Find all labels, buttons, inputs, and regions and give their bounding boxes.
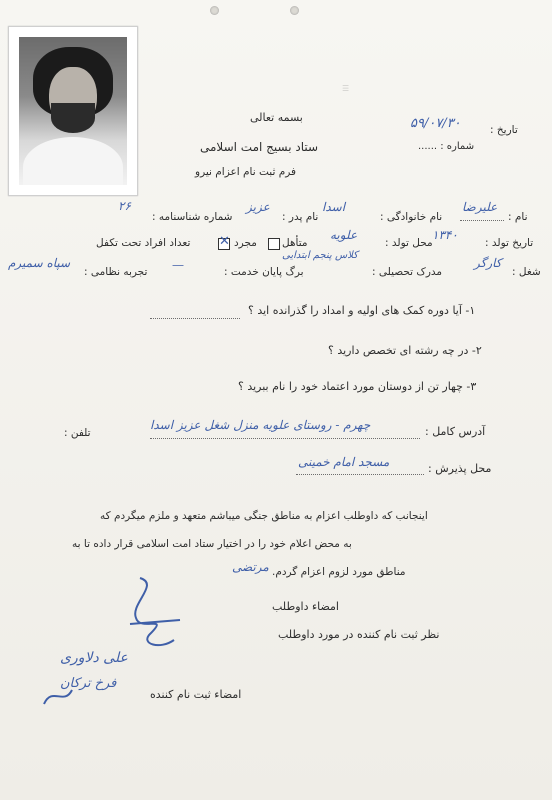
id-value: ۲۶ xyxy=(118,199,131,213)
birth-label: تاریخ تولد : xyxy=(485,237,534,249)
volunteer-signature-label: امضاء داوطلب xyxy=(272,600,339,613)
volunteer-signature xyxy=(110,574,190,654)
registrar-handwriting-1: علی دلاوری xyxy=(60,650,128,666)
form-title: فرم ثبت نام اعزام نیرو xyxy=(195,166,297,178)
name-value: عليرضا xyxy=(462,200,498,214)
declaration-line-2: به محض اعلام خود را در اختیار ستاد امت اسلامی قرار داده تا به xyxy=(72,538,352,550)
father-value: عزيز xyxy=(246,200,270,214)
applicant-photo xyxy=(8,26,138,196)
service-label: برگ پایان خدمت : xyxy=(224,266,304,278)
punch-hole xyxy=(210,6,219,15)
acceptance-value: مسجد امام خمینی xyxy=(298,455,390,469)
education-value: کلاس پنجم ابتدایی xyxy=(282,250,358,261)
service-value: — xyxy=(172,258,184,272)
dependents-label: تعداد افراد تحت تکفل xyxy=(96,237,191,249)
registrar-opinion-label: نظر ثبت نام کننده در مورد داوطلب xyxy=(278,628,440,641)
punch-hole xyxy=(290,6,299,15)
military-label: تجربه نظامی : xyxy=(84,266,148,278)
organization-name: ستاد بسیج امت اسلامی xyxy=(200,140,319,154)
job-label: شغل : xyxy=(512,266,541,278)
faint-stamp: ☰ xyxy=(342,84,350,93)
check-mark-icon: ✕ xyxy=(219,234,230,249)
phone-label: تلفن : xyxy=(64,427,91,439)
bismillah: بسمه تعالی xyxy=(250,111,303,124)
family-label: نام خانوادگی : xyxy=(380,211,443,223)
father-label: نام پدر : xyxy=(282,211,319,223)
question-3: ۳- چهار تن از دوستان مورد اعتماد خود را نام ببرید ؟ xyxy=(238,380,477,393)
military-value: سپاه سمیرم xyxy=(8,256,71,270)
declaration-line-1: اینجانب که داوطلب اعزام به مناطق جنگی میباشم متعهد و ملزم میگردم که xyxy=(100,510,428,522)
declaration-initials: مرتضی xyxy=(232,560,269,574)
date-label: تاریخ : xyxy=(490,124,518,136)
date-value: ۵۹/۰۷/۳۰ xyxy=(410,116,461,131)
birth-value: ۱۳۴۰ xyxy=(432,228,458,242)
family-value: اسدا xyxy=(322,200,346,214)
declaration-line-3: مناطق مورد لزوم اعزام گردم. xyxy=(272,566,406,578)
number-label: شماره : ...... xyxy=(418,141,475,152)
acceptance-label: محل پذیرش : xyxy=(428,462,492,475)
question-1: ۱- آیا دوره کمک های اولیه و امداد را گذرانده اید ؟ xyxy=(248,304,476,317)
single-checkbox[interactable] xyxy=(218,234,230,250)
registrar-handwriting-2: فرخ ترکان xyxy=(60,676,117,691)
registrar-signature xyxy=(40,676,80,712)
address-value: چهرم - روستای علويه منزل شغل عزيز اسدا xyxy=(150,418,371,432)
question-2: ۲- در چه رشته ای تخصص دارید ؟ xyxy=(328,344,482,357)
married-label: متأهل xyxy=(282,237,308,249)
education-label: مدرک تحصیلی : xyxy=(372,266,443,278)
job-value: کارگر xyxy=(474,256,502,270)
id-label: شماره شناسنامه : xyxy=(152,211,233,223)
single-label: مجرد xyxy=(234,237,257,249)
married-checkbox[interactable] xyxy=(268,238,280,250)
registrar-signature-label: امضاء ثبت نام کننده xyxy=(150,688,242,701)
name-label: نام : xyxy=(508,211,528,223)
birthplace-value: علويه xyxy=(330,228,358,242)
birthplace-label: محل تولد : xyxy=(385,237,433,249)
address-label: آدرس کامل : xyxy=(425,425,486,438)
